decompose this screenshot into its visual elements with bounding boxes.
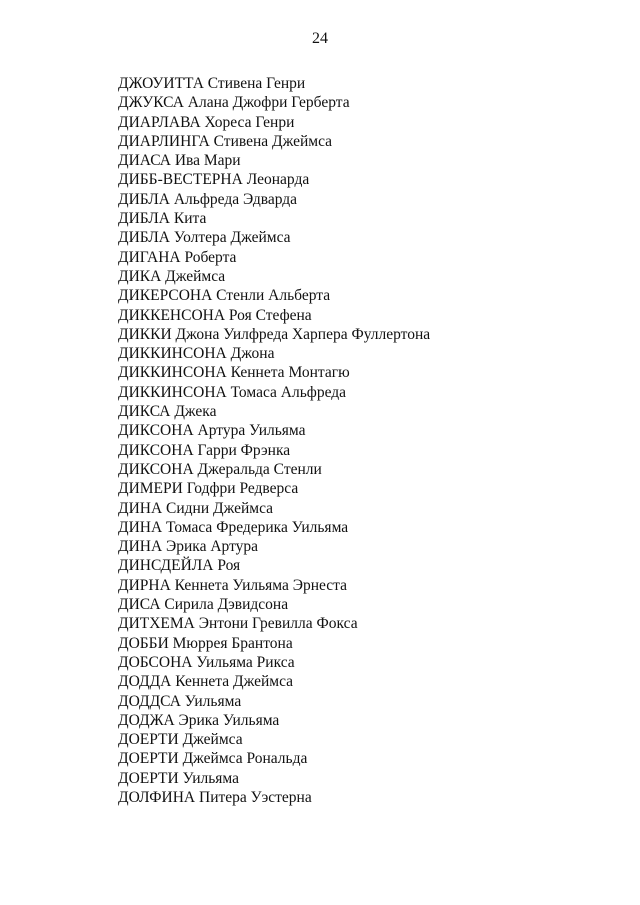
list-item: ДИКЕРСОНА Стенли Альберта (118, 287, 331, 305)
list-item: ДИККЕНСОНА Роя Стефена (118, 306, 312, 324)
list-item: ДИНА Эрика Артура (118, 538, 259, 556)
page-number: 24 (312, 30, 328, 47)
list-item: ДИКСОНА Джеральда Стенли (118, 460, 322, 478)
list-item: ДИКА Джеймса (118, 267, 226, 285)
list-item: ДОДЖА Эрика Уильяма (118, 711, 280, 729)
list-item: ДИККИНСОНА Джона (118, 345, 275, 363)
list-item: ДИТХЕМА Энтони Гревилла Фокса (118, 615, 358, 633)
list-item: ДОЕРТИ Уильяма (118, 769, 240, 787)
list-item: ДИАРЛАВА Хореса Генри (118, 113, 295, 131)
list-item: ДИАСА Ива Мари (118, 152, 241, 170)
list-item: ДИККИНСОНА Томаса Альфреда (118, 383, 347, 401)
list-item: ДОБСОНА Уильяма Рикса (118, 653, 295, 671)
list-item: ДИКСОНА Артура Уильяма (118, 422, 306, 440)
list-item: ДИСА Сирила Дэвидсона (118, 596, 289, 614)
list-item: ДИББ-ВЕСТЕРНА Леонарда (118, 171, 310, 189)
list-item: ДИРНА Кеннета Уильяма Эрнеста (118, 576, 348, 594)
list-item: ДОДДА Кеннета Джеймса (118, 673, 294, 691)
list-item: ДОДДСА Уильяма (118, 692, 242, 710)
list-item: ДИГАНА Роберта (118, 248, 237, 266)
list-item: ДИККИ Джона Уилфреда Харпера Фуллертона (118, 325, 431, 343)
list-item: ДИНСДЕЙЛА Роя (118, 557, 241, 575)
list-item: ДИБЛА Уолтера Джеймса (118, 229, 291, 247)
list-item: ДИНА Сидни Джеймса (118, 499, 274, 517)
list-item: ДОЕРТИ Джеймса Рональда (118, 750, 308, 768)
list-item: ДИНА Томаса Фредерика Уильяма (118, 518, 349, 536)
list-item: ДЖУКСА Алана Джофри Герберта (118, 94, 350, 112)
list-item: ДИБЛА Альфреда Эдварда (118, 190, 298, 208)
list-item: ДИАРЛИНГА Стивена Джеймса (118, 132, 333, 150)
list-item: ДОЛФИНА Питера Уэстерна (118, 788, 312, 806)
list-item: ДИМЕРИ Годфри Редверса (118, 480, 299, 498)
list-item: ДИКСОНА Гарри Фрэнка (118, 441, 291, 459)
list-item: ДИККИНСОНА Кеннета Монтагю (118, 364, 350, 382)
list-item: ДЖОУИТТА Стивена Генри (118, 75, 306, 92)
list-item: ДИБЛА Кита (118, 210, 207, 228)
list-item: ДОЕРТИ Джеймса (118, 731, 243, 749)
list-item: ДОББИ Мюррея Брантона (118, 634, 293, 652)
list-item: ДИКСА Джека (118, 403, 217, 421)
name-list (118, 74, 430, 807)
